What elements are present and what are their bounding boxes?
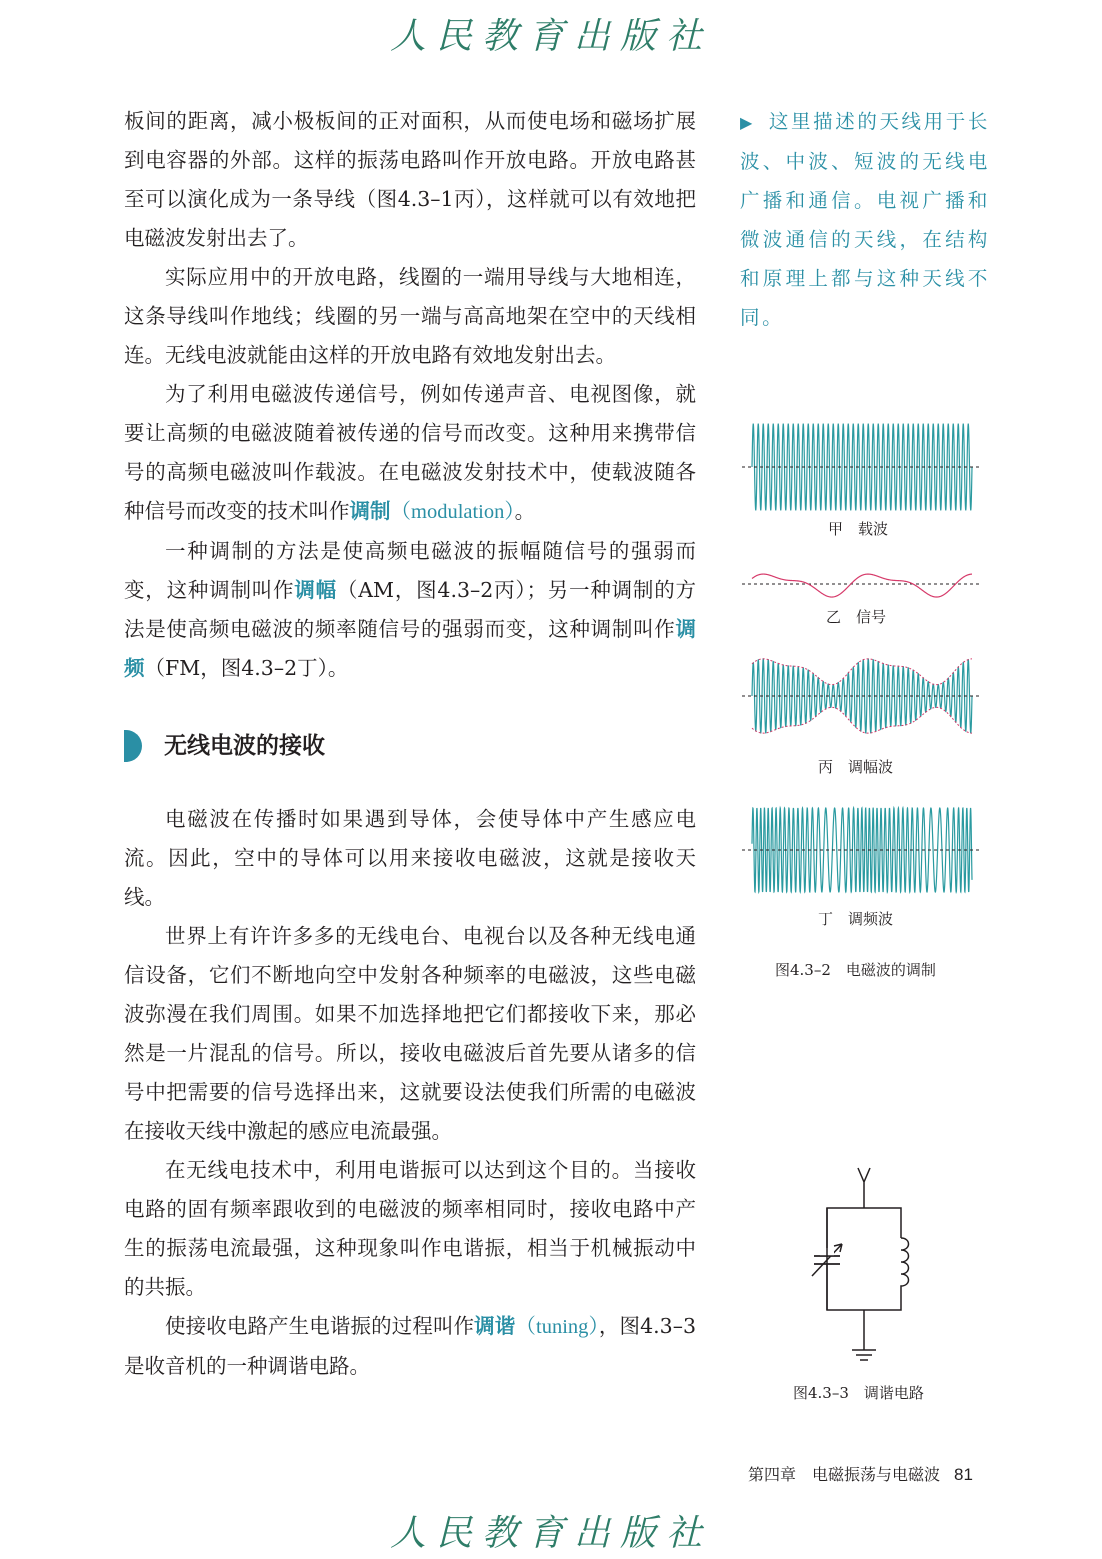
paragraph-3-end: 。 bbox=[514, 499, 536, 523]
term-am: 调幅 bbox=[294, 578, 337, 602]
caption-figure-4-3-3: 图4.3–3 调谐电路 bbox=[793, 1384, 924, 1402]
paragraph-4 bbox=[124, 532, 696, 688]
carrier-wave-figure bbox=[742, 420, 982, 515]
paragraph-3 bbox=[124, 375, 696, 532]
paragraph-8 bbox=[124, 1307, 696, 1386]
side-note-text: 这里描述的天线用于长波、中波、短波的无线电广播和通信。电视广播和微波通信的天线，在结构和原理上都与这种天线不同。 bbox=[740, 110, 990, 329]
publisher-logo-header: 人民教育出版社 bbox=[389, 16, 712, 57]
page-footer bbox=[748, 1462, 973, 1485]
paragraph-8-text-a: 使接收电路产生电谐振的过程叫作 bbox=[165, 1314, 475, 1338]
label-am-wave: 丙 调幅波 bbox=[818, 758, 894, 776]
main-text-column bbox=[124, 102, 696, 1386]
page-number: 81 bbox=[954, 1465, 973, 1484]
label-carrier: 甲 载波 bbox=[828, 520, 889, 538]
paragraph-2: 实际应用中的开放电路，线圈的一端用导线与大地相连，这条导线叫作地线；线圈的另一端与高高地架在空中的天线相连。无线电波就能由这样的开放电路有效地发射出去。 bbox=[124, 265, 696, 367]
paragraph-1: 板间的距离，减小极板间的正对面积，从而使电场和磁场扩展到电容器的外部。这样的振荡电路叫作开放电路。开放电路甚至可以演化成为一条导线（图4.3–1丙），这样就可以有效地把电磁波发射出去了。 bbox=[124, 109, 696, 250]
ground-icon bbox=[852, 1350, 876, 1360]
paragraph-7: 在无线电技术中，利用电谐振可以达到这个目的。当接收电路的固有频率跟收到的电磁波的频率相同时，接收电路中产生的振荡电流最强，这种现象叫作电谐振，相当于机械振动中的共振。 bbox=[124, 1158, 696, 1299]
term-tuning: 调谐 bbox=[474, 1314, 516, 1338]
paragraph-3-text: 为了利用电磁波传递信号，例如传递声音、电视图像，就要让高频的电磁波随着被传递的信号而改变。这种用来携带信号的高频电磁波叫作载波。在电磁波发射技术中，使载波随各种信号而改变的技术叫作 bbox=[124, 382, 696, 523]
paragraph-6: 世界上有许许多多的无线电台、电视台以及各种无线电通信设备，它们不断地向空中发射各种频率的电磁波，这些电磁波弥漫在我们周围。如果不加选择地把它们都接收下来，那必然是一片混乱的信号。所以，接收电磁波后首先要从诸多的信号中把需要的信号选择出来，这就要设法使我们所需的电磁波在接收天线中激起的感应电流最强。 bbox=[124, 924, 696, 1143]
paragraph-4-text-a: 一种调制的方法是使高频电磁波的振幅随信号的强弱而变，这种调制叫作 bbox=[124, 539, 696, 602]
inductor-coil-icon bbox=[864, 1238, 909, 1310]
antenna-icon bbox=[858, 1168, 870, 1208]
section-title: 无线电波的接收 bbox=[164, 733, 325, 759]
english-tuning: （tuning） bbox=[515, 1316, 599, 1338]
label-fm-wave: 丁 调频波 bbox=[818, 910, 894, 928]
paragraph-4-text-c: （FM，图4.3–2丁）。 bbox=[144, 656, 349, 680]
chapter-title: 第四章 电磁振荡与电磁波 bbox=[748, 1465, 941, 1484]
term-modulation: 调制 bbox=[349, 499, 391, 523]
publisher-logo-footer: 人民教育出版社 bbox=[389, 1513, 712, 1554]
section-heading bbox=[124, 726, 696, 766]
tuning-circuit-diagram bbox=[800, 1160, 930, 1370]
term-fm: 调频 bbox=[124, 617, 696, 680]
paragraph-5: 电磁波在传播时如果遇到导体，会使导体中产生感应电流。因此，空中的导体可以用来接收电磁波，这就是接收天线。 bbox=[124, 807, 696, 909]
section-marker-icon bbox=[124, 730, 142, 762]
am-wave-figure bbox=[742, 648, 982, 744]
signal-wave-line bbox=[752, 574, 972, 597]
caption-figure-4-3-2: 图4.3–2 电磁波的调制 bbox=[775, 961, 936, 979]
paragraph-4-text-b: （AM，图4.3–2丙）；另一种调制的方法是使高频电磁波的频率随信号的强弱而变，这种调制叫作 bbox=[124, 578, 697, 641]
side-note bbox=[740, 102, 990, 337]
fm-wave-figure bbox=[742, 804, 982, 898]
paragraph-8-text-b: ，图4.3–3是收音机的一种调谐电路。 bbox=[124, 1314, 697, 1378]
signal-wave-figure bbox=[742, 562, 982, 602]
english-modulation: （modulation） bbox=[390, 501, 515, 523]
triangle-marker-icon: ▶ bbox=[740, 113, 755, 132]
label-signal: 乙 信号 bbox=[826, 608, 887, 626]
